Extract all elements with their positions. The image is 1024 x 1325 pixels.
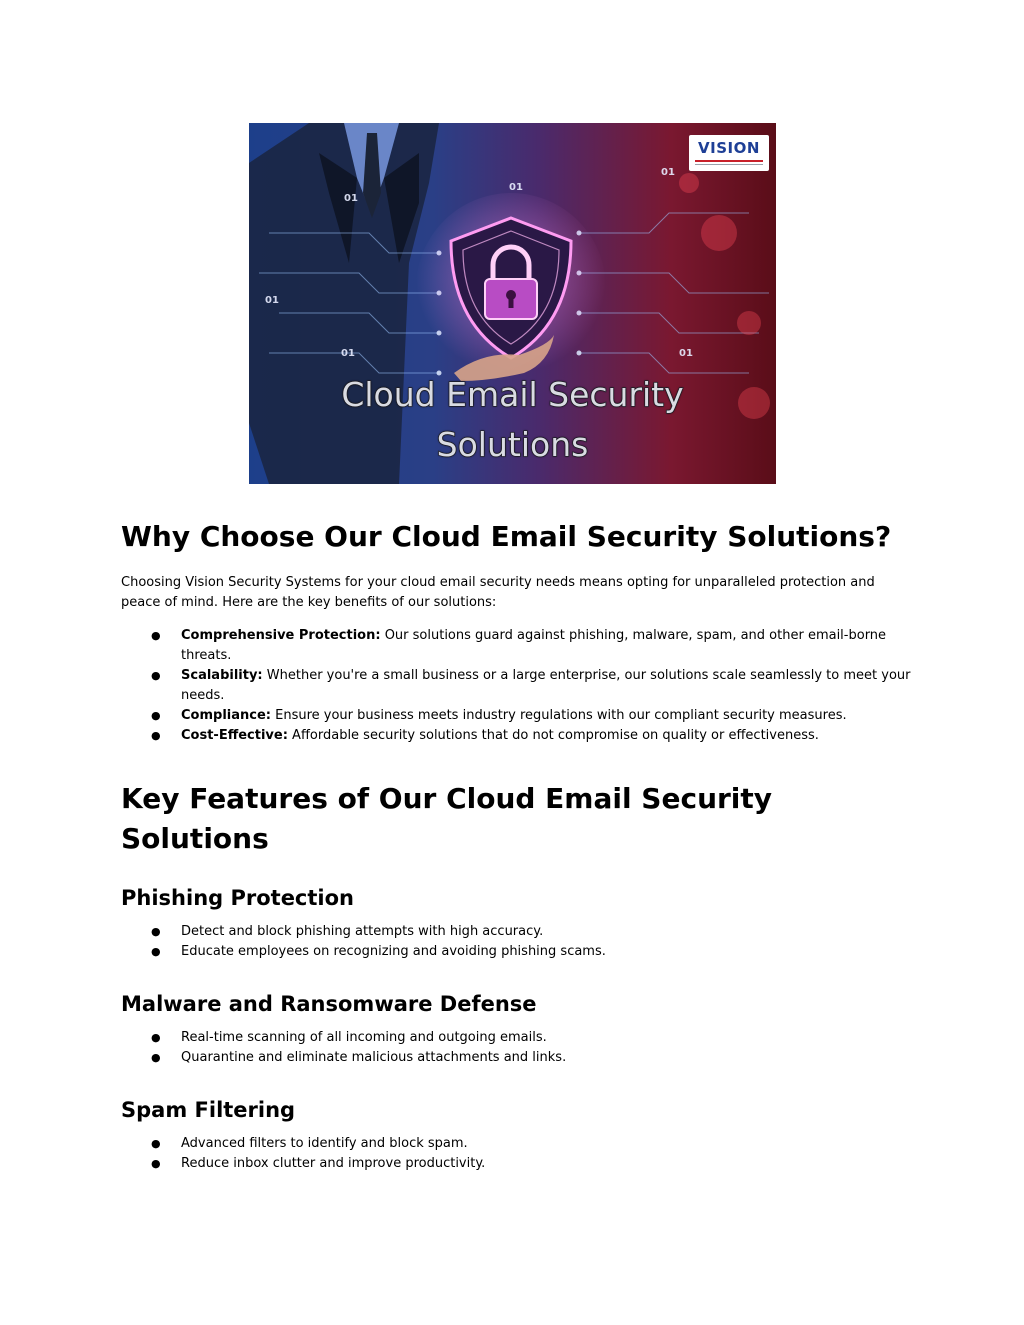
bullet-icon: ● xyxy=(151,1051,161,1064)
article-body xyxy=(121,517,911,1174)
vision-logo xyxy=(689,135,769,171)
list-item xyxy=(121,1048,911,1068)
bullet-icon: ● xyxy=(151,945,161,958)
hero-caption-line1: Cloud Email Security xyxy=(341,375,684,414)
bullet-icon: ● xyxy=(151,1157,161,1170)
malware-list xyxy=(121,1028,911,1068)
bullet-icon: ● xyxy=(151,729,161,742)
benefit-text: Whether you're a small business or a large enterprise, our solutions scale seamlessly to meet your needs. xyxy=(181,668,911,703)
malware-defense-heading: Malware and Ransomware Defense xyxy=(121,992,537,1016)
bullet-icon: ● xyxy=(151,925,161,938)
item-text: Detect and block phishing attempts with high accuracy. xyxy=(181,924,544,939)
item-text: Advanced filters to identify and block spam. xyxy=(181,1136,468,1151)
bullet-icon: ● xyxy=(151,629,161,642)
binary-label: 01 xyxy=(661,167,675,178)
bullet-icon: ● xyxy=(151,669,161,682)
bullet-icon: ● xyxy=(151,1031,161,1044)
phishing-list xyxy=(121,922,911,962)
why-choose-heading: Why Choose Our Cloud Email Security Solutions? xyxy=(121,520,892,553)
binary-label: 01 xyxy=(265,295,279,306)
why-choose-intro: Choosing Vision Security Systems for your cloud email security needs means opting for unparalleled protection and peace of mind. Here are the key benefits of our solutions: xyxy=(121,575,875,610)
benefit-label: Comprehensive Protection: xyxy=(181,628,381,643)
benefit-label: Compliance: xyxy=(181,708,271,723)
item-text: Real-time scanning of all incoming and outgoing emails. xyxy=(181,1030,547,1045)
benefit-label: Cost-Effective: xyxy=(181,728,288,743)
bullet-icon: ● xyxy=(151,1137,161,1150)
benefit-text: Our solutions guard against phishing, malware, spam, and other email-borne threats. xyxy=(181,628,887,663)
list-item xyxy=(121,942,911,962)
list-item xyxy=(121,922,911,942)
list-item xyxy=(121,1028,911,1048)
binary-label: 01 xyxy=(344,193,358,204)
benefits-list xyxy=(121,626,911,746)
phishing-protection-heading: Phishing Protection xyxy=(121,886,354,910)
hero-banner-image xyxy=(249,123,776,484)
logo-text: VISION xyxy=(698,139,760,157)
binary-label: 01 xyxy=(509,182,523,193)
list-item xyxy=(121,726,911,746)
list-item xyxy=(121,1154,911,1174)
spam-list xyxy=(121,1134,911,1174)
hero-caption-line2: Solutions xyxy=(436,425,589,464)
item-text: Educate employees on recognizing and avoiding phishing scams. xyxy=(181,944,606,959)
key-features-heading: Key Features of Our Cloud Email Security Solutions xyxy=(121,782,773,855)
spam-filtering-heading: Spam Filtering xyxy=(121,1098,296,1122)
list-item xyxy=(121,706,911,726)
benefit-label: Scalability: xyxy=(181,668,263,683)
benefit-text: Affordable security solutions that do not compromise on quality or effectiveness. xyxy=(287,728,819,743)
item-text: Quarantine and eliminate malicious attachments and links. xyxy=(181,1050,567,1065)
binary-label: 01 xyxy=(679,348,693,359)
item-text: Reduce inbox clutter and improve productivity. xyxy=(181,1156,486,1171)
bullet-icon: ● xyxy=(151,709,161,722)
benefit-text: Ensure your business meets industry regulations with our compliant security measures. xyxy=(270,708,847,723)
list-item xyxy=(121,1134,911,1154)
list-item xyxy=(121,626,911,666)
list-item xyxy=(121,666,911,706)
binary-label: 01 xyxy=(341,348,355,359)
